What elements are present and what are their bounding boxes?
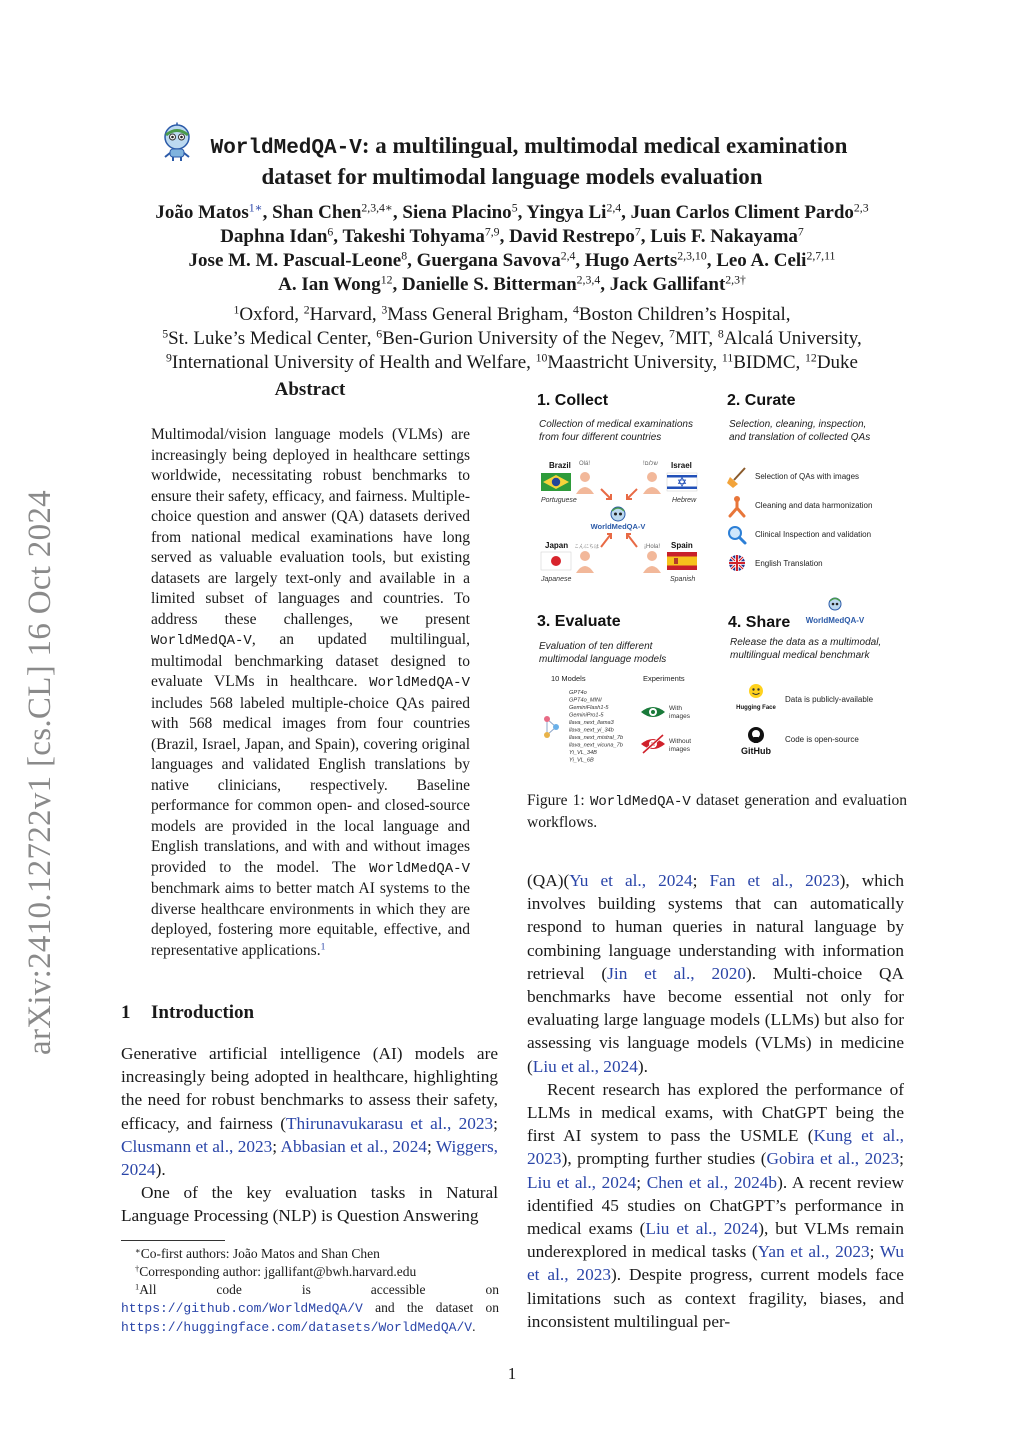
huggingface-icon: [749, 684, 763, 698]
body-text: ), but VLMs remain underexplored in medical tasks (: [527, 1219, 904, 1262]
author: Jose M. M. Pascual-Leone: [188, 250, 402, 271]
author-sup: 7: [797, 225, 804, 239]
citation-link[interactable]: Clusmann et al., 2023: [121, 1136, 273, 1156]
curate-step-4: English Translation: [755, 559, 823, 568]
figure-1-workflow: [527, 384, 907, 774]
uk-flag-icon: [729, 555, 745, 571]
affil-sup: 10: [535, 351, 548, 365]
author: Takeshi Tohyama: [342, 226, 485, 247]
right-paragraph-2: Recent research has explored the performance of LLMs in medical exams, with ChatGPT being the first AI system to pass the USMLE (Kung et al., 2023), prompting further studies (Gobira et al., 2023; Liu et al., 2024; Chen et al., 2024b). A recent review identified 45 studies on ChatGPT’s performance in medical exams (Liu et al., 2024), but VLMs remain underexplored in medical tasks (Yan et al., 2023; Wu et al., 2023). Despite progress, current models face limitations such as context fragility, biases, and inconsistent multilingual per-: [527, 1079, 905, 1331]
model-name: GeminiFlash1-5: [569, 705, 609, 711]
author: Jack Gallifant: [609, 274, 726, 295]
share-sub-2: multilingual medical benchmark: [730, 650, 870, 661]
author-sup: 2,3,4: [576, 273, 601, 287]
author: David Restrepo: [509, 226, 635, 247]
lang-japanese: Japanese: [541, 576, 572, 583]
broom-icon: [727, 468, 745, 488]
collect-sub-1: Collection of medical examinations: [539, 419, 693, 430]
affiliation: International University of Health and Welfare: [171, 352, 527, 373]
author-sup[interactable]: 1∗: [248, 201, 263, 215]
author-line-4: A. Ian Wong$^{12}$, Danielle S. Bitterman$^{2,3,4}$, Jack Gallifant$^{2,3\dagger}$: [278, 273, 746, 295]
eye-icon: [641, 707, 665, 717]
citation-link[interactable]: Yan et al., 2023: [757, 1242, 870, 1262]
citation-link[interactable]: Liu et al., 2024: [532, 1056, 638, 1076]
collect-sub-2: from four different countries: [539, 432, 662, 443]
section-heading-introduction: [121, 1002, 481, 1024]
curate-sub-1: Selection, cleaning, inspection,: [729, 419, 867, 430]
model-name: GeminiPro1-5: [569, 712, 604, 719]
greeting-brazil: Olá!: [579, 461, 591, 467]
body-text: ). A recent review identified 45 studies on ChatGPT’s performance in medical exams (: [527, 1172, 905, 1239]
eye-off-icon: [641, 735, 665, 753]
dataset-name: WorldMedQA-V: [369, 860, 470, 877]
exp-without-1: Without: [669, 738, 692, 745]
magnifier-icon: [729, 527, 745, 543]
body-text: ).: [637, 1056, 648, 1076]
citation-link[interactable]: Fan et al., 2023: [709, 871, 840, 890]
author-line-1: João Matos$^{1∗}$, Shan Chen$^{2,3,4∗}$, Siena Placino$^5$, Yingya Li$^{2,4}$, Juan Carlos Climent Pardo$^{2,3}$: [155, 201, 869, 223]
affil-sup: 11: [721, 351, 734, 365]
intro-left-column: [121, 1042, 498, 1228]
affiliation: Maastricht University: [547, 352, 713, 373]
affiliation: Duke: [816, 352, 858, 373]
title-line1: : a multilingual, multimodal medical examination: [361, 133, 848, 158]
author: Juan Carlos Climent Pardo: [630, 202, 854, 223]
affiliation-line-3: $^9$International University of Health and Welfare, $^{10}$Maastricht University, $^{11}$BIDMC, $^{12}$Duke: [166, 351, 858, 373]
share-robot-icon: [829, 598, 841, 610]
abstract-heading: Abstract: [274, 379, 346, 400]
title-line2: dataset for multimodal language models evaluation: [261, 164, 763, 189]
model-name: llava_next_llama3: [569, 720, 614, 726]
affil-sup: 5: [162, 327, 169, 341]
author-line-2: Daphna Idan$^6$, Takeshi Tohyama$^{7,9}$, David Restrepo$^7$, Luis F. Nakayama$^7$: [220, 225, 804, 247]
affil-sup: 12: [805, 351, 817, 365]
abstract-text: , an updated multilingual, multimodal benchmarking dataset designed to evaluate VLMs in healthcare.: [151, 631, 470, 690]
footnote-mark: ∗: [135, 1246, 141, 1256]
collect-center-label: WorldMedQA-V: [590, 522, 646, 531]
footnotes: [121, 1245, 499, 1337]
share-data-text: Data is publicly-available: [785, 695, 874, 704]
github-icon: [748, 727, 764, 743]
lang-portuguese: Portuguese: [541, 497, 577, 504]
author-sup: 2,3,10: [677, 249, 707, 263]
author-sup: 7,9: [484, 225, 500, 239]
greeting-israel: !שלום: [643, 461, 658, 467]
country-spain: Spain: [671, 541, 693, 550]
spain-flag-icon: [667, 552, 697, 570]
affiliation: Boston Children’s Hospital,: [578, 304, 791, 325]
abstract-text: Multimodal/vision language models (VLMs) are increasingly being deployed in healthcare settings worldwide, necessitating robust benchmarks to ensure their safety, efficacy, and fairness. Multiple-choice question and answer (QA) datasets derived from national medical examinations have long served as valuable evaluation tools, but existing datasets are largely text-only and available in a limited subset of languages and countries. To address these challenges, we present: [151, 426, 470, 628]
abstract-body: [151, 425, 470, 961]
body-text: ). Despite progress, current models face limitations such as context fragility, biases, and inconsistent multilingual per-: [527, 1265, 904, 1331]
footnote-2: [121, 1263, 499, 1281]
author-sup: 5: [511, 201, 518, 215]
abstract-text: benchmark aims to better match AI systems to the diverse healthcare environments in which they are deployed, fostering more equitable, effective, and representative applications.: [151, 880, 470, 959]
author-sup: 12: [380, 273, 393, 287]
right-paragraph-1: (QA)(Yu et al., 2024; Fan et al., 2023), which involves building systems that can automatically respond to human queries in natural language by combining language understanding with information retrieval (Jin et al., 2020). Multi-choice QA benchmarks have become essential not only for evaluating large language models (LLMs) but also for assessing vis language models (VLMs) in medicine (Liu et al., 2024).: [527, 871, 905, 1076]
author-sup: 2,3,4∗: [361, 201, 393, 215]
github-url-link[interactable]: https://github.com/WorldMedQA/V: [121, 1301, 363, 1316]
affil-sup: 7: [669, 327, 675, 341]
body-text: Generative artificial intelligence (AI) models are increasingly being adopted in healthcare, highlighting the need for robust benchmarks to assess their safety, efficacy, and fairness (: [121, 1044, 498, 1133]
affil-sup: 4: [573, 303, 579, 317]
body-text: ), prompting further studies (: [561, 1149, 767, 1169]
author-sup: 6: [327, 225, 334, 239]
affiliation: Alcalá University,: [723, 328, 862, 349]
figure-1-caption: [527, 791, 907, 833]
citation-link[interactable]: Thirunavukarasu et al., 2023: [285, 1113, 494, 1133]
author: Danielle S. Bitterman: [401, 274, 577, 295]
footnote-text: All code is accessible on: [139, 1282, 499, 1297]
citation-link[interactable]: Chen et al., 2024b: [646, 1172, 778, 1192]
greeting-japan: こんにちは: [574, 544, 600, 550]
intro-paragraph-1: Generative artificial intelligence (AI) models are increasingly being adopted in healthcare, highlighting the need for robust benchmarks to assess their safety, efficacy, and fairness (Thirunavukarasu et al., 2023; Clusmann et al., 2023; Abbasian et al., 2024; Wiggers, 2024).: [121, 1044, 498, 1180]
author-sup: 8: [401, 249, 408, 263]
lang-hebrew: Hebrew: [672, 497, 697, 504]
model-name: llava_next_yi_34b: [569, 727, 614, 734]
citation-link[interactable]: Abbasian et al., 2024: [280, 1136, 427, 1156]
affiliation: BIDMC: [733, 352, 796, 373]
author: A. Ian Wong: [278, 274, 381, 295]
citation-link[interactable]: Yu et al., 2024: [569, 871, 693, 890]
author-line-3: Jose M. M. Pascual-Leone$^8$, Guergana Savova$^{2,4}$, Hugo Aerts$^{2,3,10}$, Leo A. Celi$^{2,7,11}$: [188, 249, 836, 271]
citation-link[interactable]: Liu et al., 2024: [527, 1172, 637, 1192]
citation-link[interactable]: Wiggers, 2024: [121, 1136, 498, 1180]
author-sup: 2,4: [560, 249, 576, 263]
harmonization-icon: [730, 496, 744, 516]
japan-flag-icon: [541, 552, 571, 570]
footnote-mark: 1: [135, 1282, 140, 1292]
author: Yingya Li: [526, 202, 607, 223]
author: João Matos: [155, 202, 249, 223]
dataset-name: WorldMedQA-V: [369, 675, 470, 691]
footnote-1: [121, 1245, 499, 1263]
footnote-ref[interactable]: 1: [320, 941, 326, 953]
evaluate-sub-2: multimodal language models: [539, 654, 667, 665]
author-sup: 2,3: [853, 201, 869, 215]
affiliation: St. Luke’s Medical Center: [168, 328, 367, 349]
github-label: GitHub: [741, 746, 771, 756]
share-heading: 4. Share: [728, 614, 791, 631]
model-name: GPT4o_MINI: [569, 697, 602, 704]
author: Siena Placino: [402, 202, 512, 223]
affiliation-line-2: $^5$St. Luke’s Medical Center, $^6$Ben-Gurion University of the Negev, $^7$MIT, $^8$Alcalá University,: [162, 327, 862, 349]
body-text: (QA)(: [527, 871, 570, 890]
citation-link[interactable]: Jin et al., 2020: [607, 963, 747, 983]
network-icon: [544, 716, 559, 738]
person-icon: [643, 551, 661, 573]
affiliation: Harvard: [309, 304, 372, 325]
section-title: Introduction: [151, 1002, 255, 1023]
model-name: llava_next_vicuna_7b: [569, 742, 623, 749]
author-sup: 7: [634, 225, 641, 239]
footnote-text: Corresponding author: jgallifant@bwh.harvard.edu: [139, 1264, 417, 1279]
footnote-3: [121, 1281, 499, 1337]
brazil-flag-icon: [541, 473, 571, 491]
exp-without-2: images: [669, 746, 690, 753]
curate-step-3: Clinical Inspection and validation: [755, 530, 872, 539]
collect-heading: 1. Collect: [537, 392, 609, 409]
lang-spanish: Spanish: [670, 576, 696, 583]
affiliation: MIT: [674, 328, 709, 349]
citation-link[interactable]: Kung et al., 2023: [527, 1126, 904, 1169]
share-logo-label: WorldMedQA-V: [805, 616, 865, 625]
caption-prefix: Figure 1:: [527, 792, 590, 809]
worldmedqa-robot-icon: [611, 507, 625, 521]
citation-link[interactable]: Wu et al., 2023: [527, 1242, 905, 1285]
author-sup: 2,7,11: [806, 249, 836, 263]
affiliation-line-1: $^1$Oxford, $^2$Harvard, $^3$Mass General Brigham, $^4$Boston Children’s Hospital,: [233, 303, 791, 325]
author: Leo A. Celi: [716, 250, 807, 271]
footnote-rule: [121, 1240, 225, 1241]
abstract-text: includes 568 labeled multiple-choice QAs paired with 568 medical images from four countries (Brazil, Israel, Japan, and Spain), covering original languages and validated English translations by native clinicians, respectively. Baseline performance for common open- and closed-source models are provided in the local language and English translations, and with and without images provided to the model. The: [151, 694, 470, 876]
paper-title: [150, 132, 874, 191]
evaluate-sub-1: Evaluation of ten different: [539, 641, 653, 652]
caption-text: dataset generation and evaluation workflows.: [527, 792, 907, 831]
footnote-text: .: [472, 1319, 476, 1334]
body-text: ).: [155, 1160, 166, 1180]
citation-link[interactable]: Liu et al., 2024: [645, 1219, 759, 1239]
affiliation: Mass General Brigham: [387, 304, 564, 325]
curate-heading: 2. Curate: [727, 392, 796, 409]
footnote-mark: †: [135, 1264, 140, 1274]
share-sub-1: Release the data as a multimodal,: [730, 637, 882, 648]
curate-step-1: Selection of QAs with images: [755, 472, 860, 481]
affil-sup: 2: [303, 303, 310, 317]
section-number: 1: [121, 1002, 131, 1023]
dataset-name: WorldMedQA-V: [589, 794, 691, 810]
intro-right-column: [527, 869, 904, 1333]
arxiv-stamp: arXiv:2410.12722v1 [cs.CL] 16 Oct 2024: [22, 490, 58, 1055]
footnote-text: Co-first authors: João Matos and Shan Chen: [140, 1246, 380, 1261]
country-japan: Japan: [545, 541, 569, 550]
dataset-name: WorldMedQA-V: [151, 633, 252, 649]
affil-sup: 8: [717, 327, 724, 341]
author: Shan Chen: [272, 202, 362, 223]
exp-with-1: With: [669, 705, 682, 712]
model-name: GPT4o: [569, 690, 587, 696]
affil-sup: 3: [381, 303, 388, 317]
person-icon: [643, 472, 661, 494]
share-code-text: Code is open-source: [785, 735, 859, 744]
footnote-text: and the dataset on: [362, 1300, 499, 1315]
country-brazil: Brazil: [549, 461, 571, 470]
curate-step-2: Cleaning and data harmonization: [755, 501, 873, 510]
page-number: 1: [507, 1364, 517, 1383]
author: Luis F. Nakayama: [650, 226, 798, 247]
person-icon: [576, 472, 594, 494]
israel-flag-icon: [667, 473, 697, 491]
model-name: llava_next_mistral_7b: [569, 735, 624, 741]
curate-sub-2: and translation of collected QAs: [729, 432, 871, 443]
affil-sup: 1: [233, 303, 240, 317]
experiments-header: Experiments: [643, 674, 685, 683]
body-text: ). Multi-choice QA benchmarks have become essential not only for evaluating large language models (LLMs) but also for assessing vis language models (VLMs) in medicine (: [527, 963, 905, 1076]
author: Daphna Idan: [220, 226, 328, 247]
affil-sup: 9: [166, 351, 172, 365]
affil-sup: 6: [376, 327, 383, 341]
citation-link[interactable]: Gobira et al., 2023: [766, 1149, 900, 1169]
title-dataset-name: WorldMedQA-V: [210, 137, 362, 160]
huggingface-url-link[interactable]: https://huggingface.com/datasets/WorldMedQA/V: [121, 1320, 473, 1335]
body-text: Recent research has explored the performance of LLMs in medical exams, with ChatGPT being the first AI system to pass the USMLE (: [527, 1079, 904, 1146]
author: Guergana Savova: [416, 250, 561, 271]
body-text: ), which involves building systems that can automatically respond to human queries in natural language by combining language understanding with information retrieval (: [527, 871, 905, 983]
evaluate-heading: 3. Evaluate: [537, 613, 621, 630]
models-header: 10 Models: [551, 674, 586, 683]
model-name: Yi_VL_6B: [569, 757, 594, 764]
affiliation: Ben-Gurion University of the Negev: [382, 328, 660, 349]
author-sup: 2,3†: [725, 273, 746, 287]
huggingface-label: Hugging Face: [736, 705, 776, 711]
exp-with-2: images: [669, 713, 690, 720]
greeting-spain: ¡Hola!: [644, 544, 661, 550]
model-name: Yi_VL_34B: [569, 750, 597, 756]
author-sup: 2,4: [606, 201, 622, 215]
country-israel: Israel: [671, 461, 692, 470]
affiliation: Oxford: [239, 304, 295, 325]
person-icon: [576, 551, 594, 573]
intro-paragraph-2: One of the key evaluation tasks in Natural Language Processing (NLP) is Question Answering: [121, 1183, 498, 1226]
author: Hugo Aerts: [584, 250, 678, 271]
